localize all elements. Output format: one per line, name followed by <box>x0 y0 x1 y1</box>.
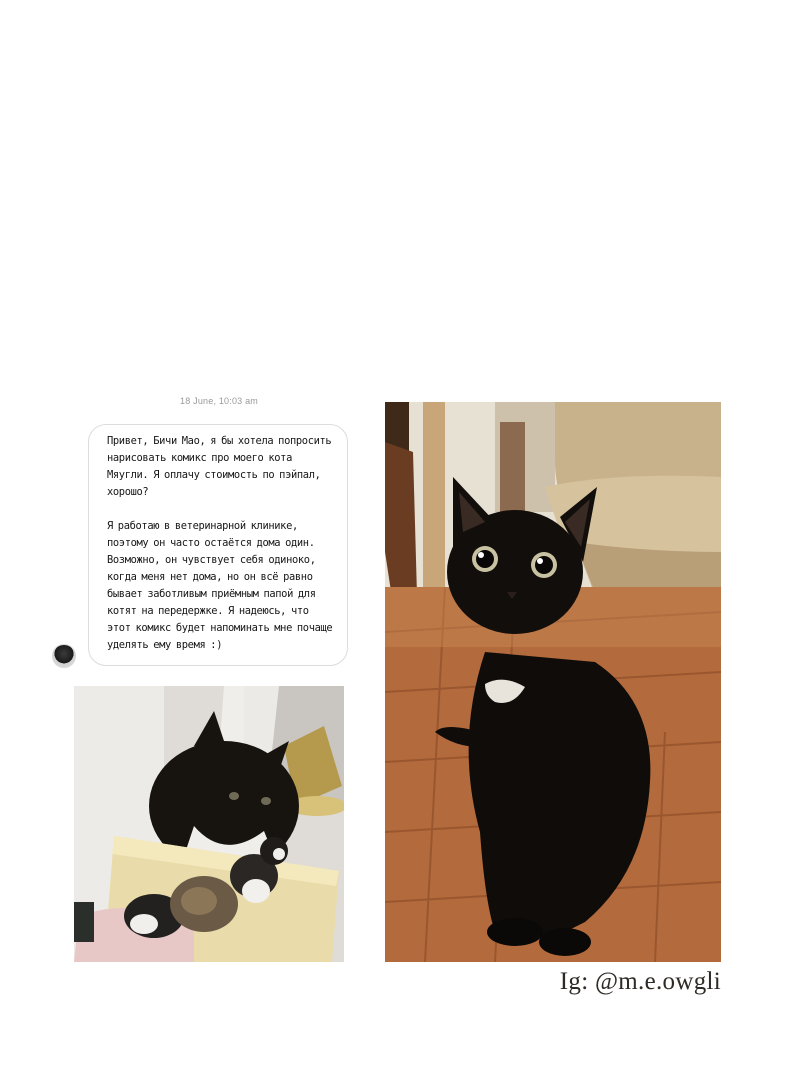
photo-cat-with-kittens <box>74 686 344 962</box>
photo-black-cat-sitting <box>385 402 721 962</box>
chat-screenshot <box>48 386 348 676</box>
message-timestamp: 18 June, 10:03 am <box>180 396 258 406</box>
message-text: Привет, Бичи Мао, я бы хотела попросить нарисовать комикс про моего кота Мяугли. Я оплачу стоимость по пэйпал, хорошо? Я работаю в ветеринарной клинике, поэтому он часто остаётся дома один. Возможно, он чувствует себя одиноко, когда меня нет дома, но он всё равно бывает заботливым приёмным папой для котят на передержке. Я надеюсь, что этот комикс будет напоминать мне почаще уделять ему время :) <box>107 435 333 651</box>
black-cat-illustration <box>385 402 721 962</box>
message-bubble <box>88 424 348 666</box>
sender-avatar[interactable] <box>52 644 76 668</box>
instagram-handle: Ig: @m.e.owgli <box>559 968 721 995</box>
cat-with-kittens-illustration <box>74 686 344 962</box>
